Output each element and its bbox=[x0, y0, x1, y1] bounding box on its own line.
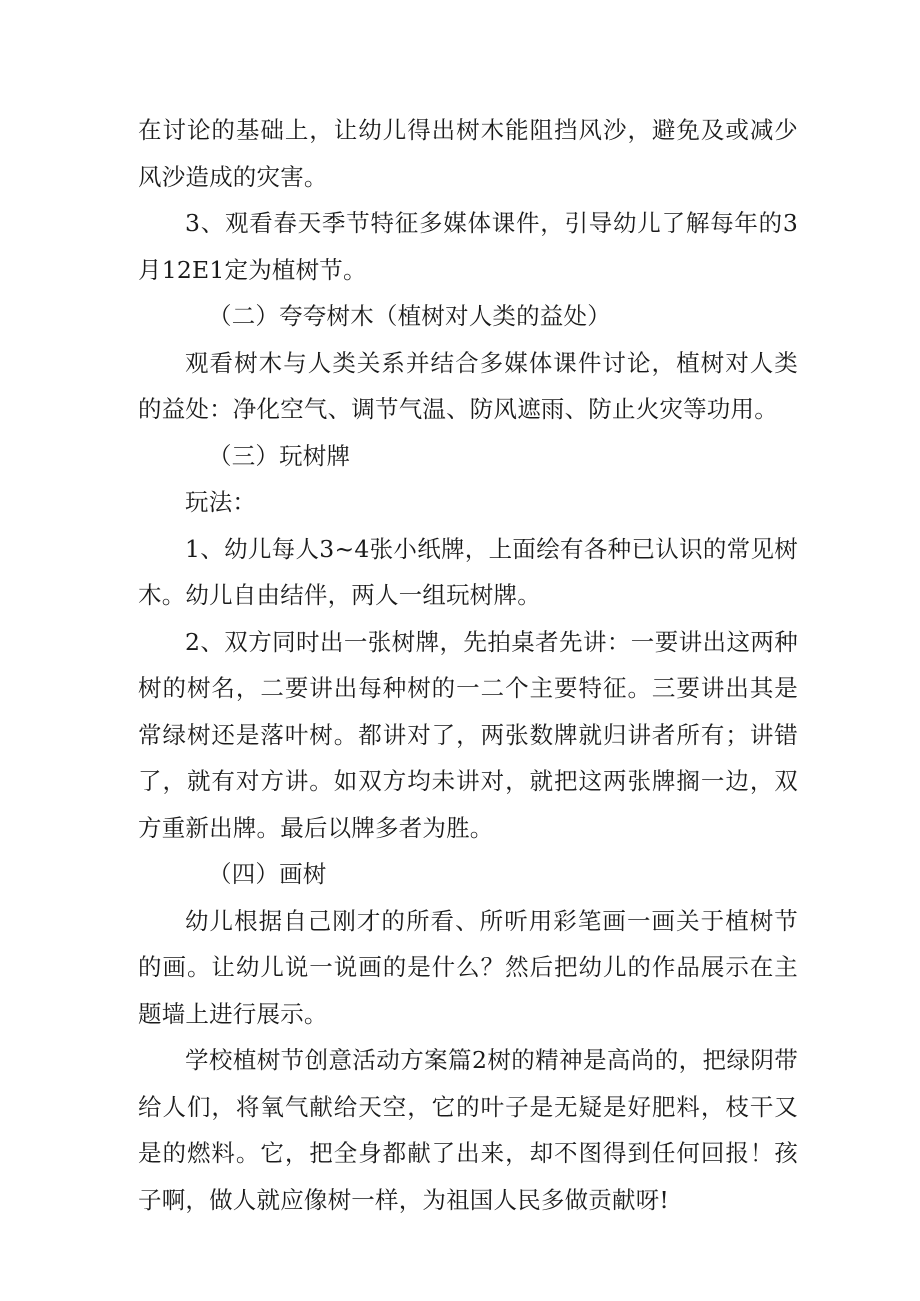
section-heading-3: （三）玩树牌 bbox=[208, 441, 351, 470]
paragraph-drawing: 幼儿根据自己刚才的所看、所听用彩笔画一画关于植树节的画。让幼儿说一说画的是什么？然后把幼儿的作品展示在主题墙上进行展示。 bbox=[138, 906, 798, 1028]
paragraph-benefits: 观看树木与人类关系并结合多媒体课件讨论，植树对人类的益处：净化空气、调节气温、防风遮雨、防止火灾等功用。 bbox=[138, 348, 798, 423]
paragraph-rules-label: 玩法： bbox=[185, 488, 257, 516]
section-heading-4: （四）画树 bbox=[208, 860, 327, 888]
paragraph-plan-2: 学校植树节创意活动方案篇2树的精神是高尚的，把绿阴带给人们，将氧气献给天空，它的叶子是无疑是好肥料，枝干又是的燃料。它，把全身都献了出来，却不图得到任何回报！孩子啊，做人就应像树一样，为祖国人民多做贡献呀! bbox=[138, 1046, 798, 1214]
paragraph-step-3: 3、观看春天季节特征多媒体课件，引导幼儿了解每年的3月12E1定为植树节。 bbox=[138, 209, 798, 284]
paragraph-rule-2: 2、双方同时出一张树牌，先拍桌者先讲：一要讲出这两种树的树名，二要讲出每种树的一二个主要特征。三要讲出其是常绿树还是落叶树。都讲对了，两张数牌就归讲者所有；讲错了，就有对方讲。如双方均未讲对，就把这两张牌搁一边，双方重新出牌。最后以牌多者为胜。 bbox=[138, 627, 798, 842]
paragraph-rule-1: 1、幼儿每人3~4张小纸牌，上面绘有各种已认识的常见树木。幼儿自由结伴，两人一组玩树牌。 bbox=[138, 534, 798, 609]
document-body bbox=[138, 107, 798, 1223]
paragraph-wind-sand: 在讨论的基础上，让幼儿得出树木能阻挡风沙，避免及或减少风沙造成的灾害。 bbox=[138, 116, 798, 191]
section-heading-2: （二）夸夸树木（植树对人类的益处） bbox=[208, 302, 611, 330]
